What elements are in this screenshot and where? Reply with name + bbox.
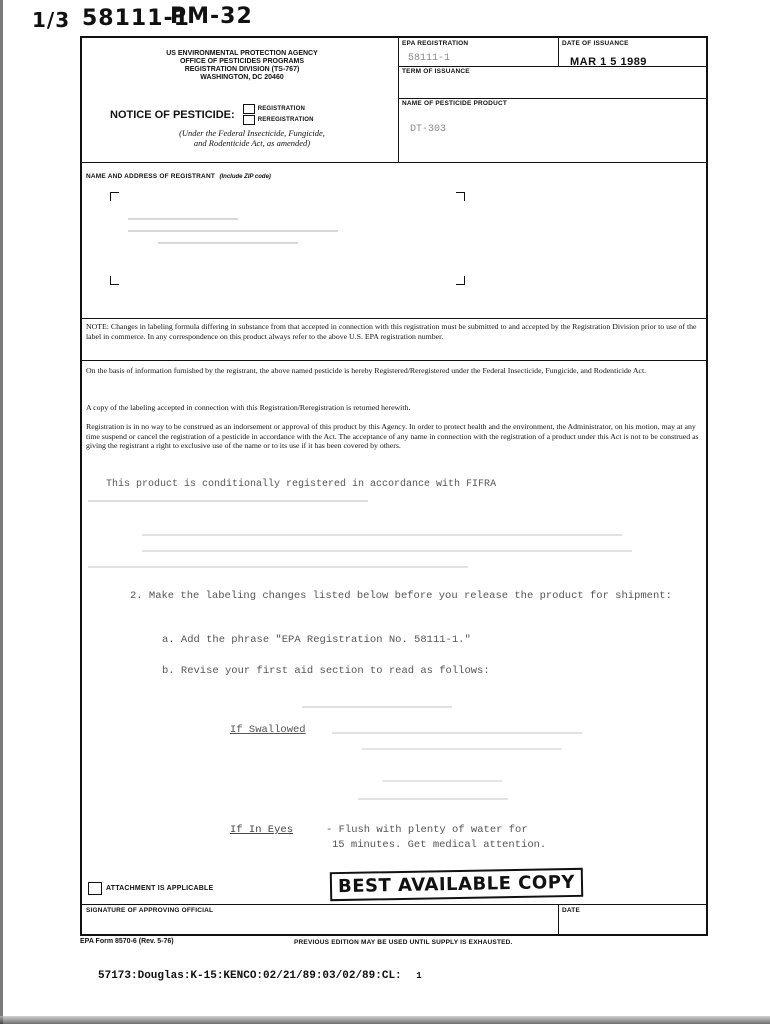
handwritten-fraction: 1/3 bbox=[32, 8, 71, 32]
agency-header bbox=[92, 50, 392, 82]
scan-edge-left bbox=[0, 0, 3, 1024]
product-name-label: NAME OF PESTICIDE PRODUCT bbox=[402, 100, 508, 107]
registrant-label-row bbox=[86, 165, 271, 183]
registrant-address-faded bbox=[128, 218, 348, 244]
agency-line2: OFFICE OF PESTICIDES PROGRAMS bbox=[179, 58, 305, 65]
swallowed-faded-3 bbox=[382, 780, 502, 782]
disclaimer-paragraph: Registration is in no way to be construed as an indorsement or approval of this product by this Agency. In order to protect health and the environment, the Administrator, on his motion, may at any time suspend or cancel the registration of a pesticide in accordance with the Act. The acceptance of any name in connection with the registration of a product under this Act is not to be construed as giving the registrant a right to exclusive use of the name or to its use if it has been covered by others. bbox=[86, 422, 699, 450]
best-available-copy-stamp: BEST AVAILABLE COPY bbox=[330, 868, 583, 901]
in-eyes-line-2: 15 minutes. Get medical attention. bbox=[332, 839, 547, 851]
record-line-suffix: 1 bbox=[416, 971, 422, 981]
reregistration-option-label: REREGISTRATION bbox=[257, 117, 314, 123]
handwritten-pm-code: PM-32 bbox=[170, 4, 253, 29]
attachment-label: ATTACHMENT IS APPLICABLE bbox=[106, 885, 214, 892]
reregistration-checkbox[interactable] bbox=[243, 115, 255, 125]
if-in-eyes-heading: If In Eyes bbox=[230, 824, 294, 836]
typed-faded-line-1 bbox=[88, 500, 368, 502]
address-corner-bl bbox=[110, 276, 119, 285]
divider-signature bbox=[82, 904, 706, 905]
address-corner-tl bbox=[110, 192, 119, 201]
divider-before-note bbox=[82, 318, 706, 319]
previous-edition-note: PREVIOUS EDITION MAY BE USED UNTIL SUPPLY IS EXHAUSTED. bbox=[294, 939, 513, 946]
agency-line3: REGISTRATION DIVISION (TS-767) bbox=[184, 66, 300, 73]
swallowed-faded-2 bbox=[362, 748, 562, 750]
product-name-value: DT-303 bbox=[410, 124, 447, 135]
revise-first-aid-item: b. Revise your first aid section to read as follows: bbox=[162, 665, 490, 677]
scan-edge-bottom bbox=[0, 1016, 770, 1024]
typed-faded-line-2 bbox=[142, 534, 622, 536]
record-line-text: 57173:Douglas:K-15:KENCO:02/21/89:03/02/89:CL: bbox=[98, 970, 402, 982]
registration-basis-paragraph: On the basis of information furnished by the registrant, the above named pesticide is hereby Registered/Reregistered under the Federal Insecticide, Fungicide, and Rodenticide Act. bbox=[86, 366, 647, 375]
header-divider-h1 bbox=[398, 66, 708, 67]
registrant-label-note: (Include ZIP code) bbox=[219, 174, 271, 180]
labeling-copy-paragraph: A copy of the labeling accepted in connection with this Registration/Reregistration is returned herewith. bbox=[86, 403, 411, 412]
registrant-label: NAME AND ADDRESS OF REGISTRANT bbox=[86, 173, 216, 180]
date-of-issuance-stamp: MAR 1 5 1989 bbox=[570, 56, 647, 68]
first-aid-heading-faded bbox=[302, 706, 452, 708]
epa-form bbox=[80, 36, 708, 936]
in-eyes-line-1: - Flush with plenty of water for bbox=[326, 824, 528, 836]
epa-registration-value: 58111-1 bbox=[408, 53, 451, 64]
if-swallowed-heading: If Swallowed bbox=[230, 724, 306, 736]
signature-date-divider bbox=[558, 904, 559, 936]
term-of-issuance-label: TERM OF ISSUANCE bbox=[402, 68, 470, 75]
attachment-row bbox=[88, 882, 213, 895]
agency-line4: WASHINGTON, DC 20460 bbox=[200, 74, 284, 81]
record-line bbox=[98, 970, 422, 982]
epa-registration-label: EPA REGISTRATION bbox=[402, 40, 469, 47]
date-label: DATE bbox=[562, 907, 581, 914]
header-divider-h2 bbox=[398, 98, 708, 99]
notice-title-row bbox=[110, 104, 400, 125]
typed-condition-line: This product is conditionally registered in accordance with FIFRA bbox=[106, 479, 497, 490]
divider-after-header bbox=[82, 162, 706, 163]
notice-title: NOTICE OF PESTICIDE: bbox=[110, 108, 235, 121]
signature-label: SIGNATURE OF APPROVING OFFICIAL bbox=[86, 907, 214, 914]
act-line1: (Under the Federal Insecticide, Fungicide, bbox=[179, 128, 325, 138]
handwritten-reg-code: 58111-1 bbox=[82, 6, 190, 31]
typed-faded-line-4 bbox=[88, 566, 468, 568]
divider-after-note bbox=[82, 360, 706, 361]
note-paragraph: NOTE: Changes in labeling formula differing in substance from that accepted in connection with this registration must be submitted to and accepted by the Registration Division prior to use of the label in commerce. In any correspondence on this product always refer to the above U.S. EPA registration number. bbox=[86, 322, 697, 341]
swallowed-faded-4 bbox=[358, 798, 508, 800]
typed-faded-line-3 bbox=[142, 550, 632, 552]
labeling-changes-item: 2. Make the labeling changes listed below before you release the product for shipment: bbox=[130, 590, 672, 602]
act-citation bbox=[102, 128, 402, 148]
add-phrase-item: a. Add the phrase "EPA Registration No. 58111-1." bbox=[162, 634, 471, 646]
agency-line1: US ENVIRONMENTAL PROTECTION AGENCY bbox=[166, 50, 318, 57]
date-divider-vertical bbox=[558, 38, 559, 66]
address-corner-br bbox=[456, 276, 465, 285]
date-of-issuance-label: DATE OF ISSUANCE bbox=[562, 40, 629, 47]
swallowed-faded-1 bbox=[332, 732, 582, 734]
notice-options bbox=[243, 104, 314, 125]
address-corner-tr bbox=[456, 192, 465, 201]
act-line2: and Rodenticide Act, as amended) bbox=[193, 138, 311, 148]
header-divider-vertical bbox=[398, 38, 399, 162]
form-id: EPA Form 8570-6 (Rev. 5-76) bbox=[80, 938, 174, 945]
registration-option-label: REGISTRATION bbox=[257, 106, 305, 112]
registration-checkbox[interactable] bbox=[243, 104, 255, 114]
attachment-checkbox[interactable] bbox=[88, 882, 102, 895]
